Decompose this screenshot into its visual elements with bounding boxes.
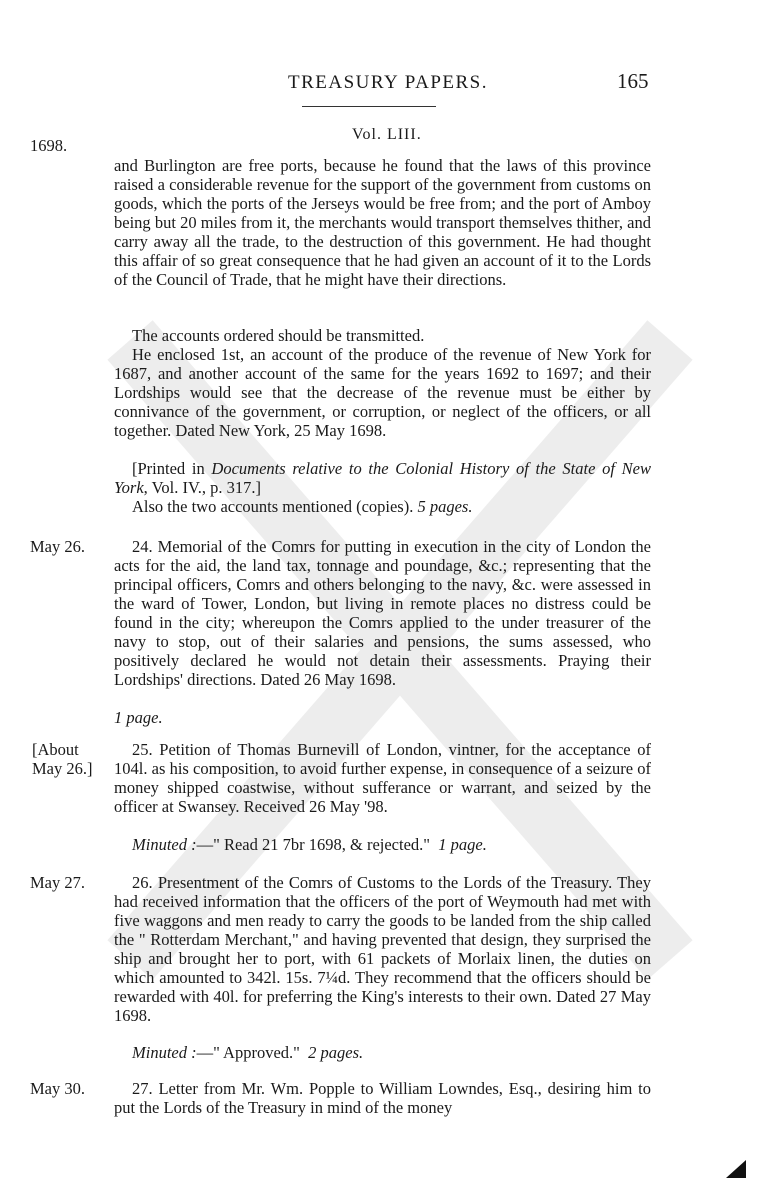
entry-paragraph: 27. Letter from Mr. Wm. Popple to William Lowndes, Esq., desiring him to put the Lords of the Treasury in mind of the money <box>114 1079 651 1117</box>
minuted-line <box>114 1043 651 1062</box>
entry-paragraph: 24. Memorial of the Comrs for putting in execution in the city of London the acts for the aid, the land tax, tonnage and poundage, &c.; representing that the principal officers, Comrs and others belonging to the navy, &c. were assessed in the ward of Tower, London, but living in remote places no distress could be found in the city; whereupon the Comrs applied to the under treasurer of the navy to stop, out of their salaries and pensions, the sums assessed, who positively declared he would not detain their assessments. Praying their Lordships' directions. Dated 26 May 1698. <box>114 537 651 689</box>
entry-paragraph: He enclosed 1st, an account of the produce of the revenue of New York for 1687, and another account of the same for the years 1692 to 1697; and their Lordships would see that the decrease of the revenue must be either by connivance of the government, or corruption, or neglect of the officers, or all together. Dated New York, 25 May 1698. <box>114 345 651 440</box>
entry-date: May 30. <box>30 1079 85 1098</box>
entry-date: May 26.] <box>32 759 93 778</box>
page-count: 2 pages. <box>308 1043 364 1062</box>
page-header <box>0 69 770 102</box>
entry-paragraph <box>114 497 651 516</box>
minuted-text: —" Read 21 7br 1698, & rejected." <box>196 835 431 854</box>
entry-paragraph: and Burlington are free ports, because he found that the laws of this province raised a considerable revenue for the support of the government from customs on goods, which the ports of the Jerseys would be free from; and the port of Amboy being but 20 miles from it, the merchants would transport themselves thither, and carry away all the trade, to the destruction of this government. He had thought this affair of so great consequence that he had given an account of it to the Lords of the Council of Trade, that he might have their directions. <box>114 156 651 289</box>
entry-paragraph: 25. Petition of Thomas Burnevill of London, vintner, for the acceptance of 104l. as his composition, to avoid further expense, in consequence of a seizure of money shipped coastwise, without sufferance or warrant, and seized by the officer at Swansey. Received 26 May '98. <box>114 740 651 816</box>
printed-ref-tail: , Vol. IV., p. 317.] <box>143 478 262 497</box>
minuted-label: Minuted : <box>132 835 197 854</box>
minuted-text: —" Approved." <box>196 1043 300 1062</box>
printed-reference <box>114 459 651 497</box>
page-count: 5 pages. <box>417 497 473 516</box>
minuted-label: Minuted : <box>132 1043 197 1062</box>
entry-date: May 27. <box>30 873 85 892</box>
entry-date: 1698. <box>30 136 68 155</box>
printed-ref-title: Documents relative to the Colonial History of the State of New York <box>114 459 651 497</box>
entry-date: [About <box>32 740 79 759</box>
page-count: 1 page. <box>438 835 487 854</box>
minuted-line <box>114 835 651 854</box>
header-rule <box>302 106 436 107</box>
page-number: 165 <box>617 69 649 93</box>
entry-paragraph: 26. Presentment of the Comrs of Customs to the Lords of the Treasury. They had received information that the officers of the port of Weymouth had met with five waggons and men ready to carry the goods to be landed from the ship called the " Rotterdam Merchant," and having prevented that design, they surprised the ship and brought her to port, with 61 packets of Morlaix linen, the duties on which amounted to 342l. 15s. 7¼d. They recommend that the officers should be rewarded with 40l. for preferring the King's interests to their own. Dated 27 May 1698. <box>114 873 651 1025</box>
volume-heading: Vol. LIII. <box>352 126 422 143</box>
page-count: 1 page. <box>114 708 163 727</box>
corner-triangle-icon <box>726 1160 746 1178</box>
entry-paragraph <box>114 708 651 727</box>
attachment-note: Also the two accounts mentioned (copies). <box>132 497 418 516</box>
running-title: TREASURY PAPERS. <box>288 72 488 93</box>
entry-paragraph: The accounts ordered should be transmitted. <box>132 326 425 345</box>
printed-ref-lead: [Printed in <box>132 459 212 478</box>
entry-date: May 26. <box>30 537 85 556</box>
